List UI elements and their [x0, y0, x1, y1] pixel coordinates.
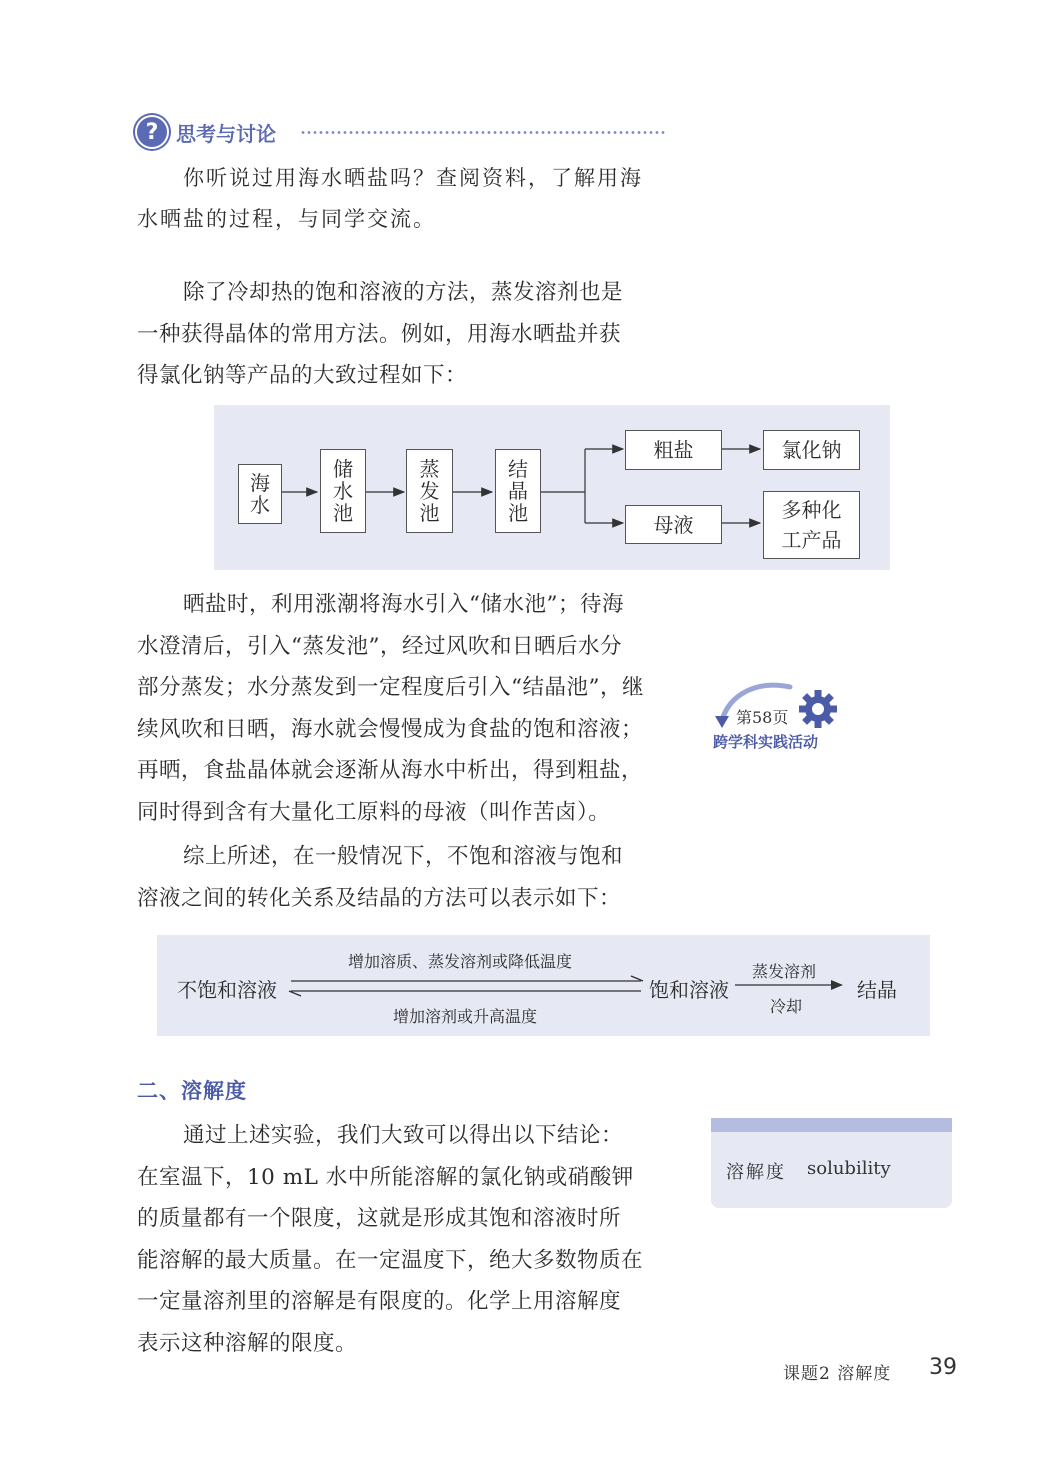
solution-transformation-diagram [157, 935, 930, 1036]
text-line: 同时得到含有大量化工原料的母液（叫作苦卤）。 [137, 799, 611, 825]
box-char: 池 [508, 501, 528, 525]
arrow-head-icon [715, 716, 729, 728]
text-line: 续风吹和日晒，海水就会慢慢成为食盐的饱和溶液； [137, 716, 644, 742]
box-char: 储 [333, 457, 353, 481]
paragraph-sun-drying [137, 584, 667, 833]
think-discuss-text [137, 158, 667, 240]
paragraph-evaporation-intro [137, 272, 667, 397]
text-line: 得氯化钠等产品的大致过程如下： [137, 363, 468, 388]
saturated-solution-label: 饱和溶液 [649, 978, 729, 1002]
think-discuss-title: 思考与讨论 [176, 121, 276, 146]
box-storage-pool [320, 449, 366, 533]
box-chemical-products [763, 491, 860, 559]
box-char: 晶 [508, 479, 528, 503]
text-line: 溶液之间的转化关系及结晶的方法可以表示如下： [137, 885, 622, 911]
box-char: 结 [508, 457, 528, 481]
text-line: 能溶解的最大质量。在一定温度下，绝大多数物质在 [137, 1247, 644, 1273]
think-discuss-header [137, 114, 276, 150]
text-line: 的质量都有一个限度，这就是形成其饱和溶液时所 [137, 1206, 622, 1231]
box-line: 工产品 [781, 528, 842, 552]
to-saturated-condition: 增加溶质、蒸发溶剂或降低温度 [348, 952, 573, 971]
box-char: 池 [333, 501, 353, 525]
box-evaporation-pool [406, 449, 453, 533]
box-sodium-chloride: 氯化钠 [763, 430, 860, 470]
box-crude-salt: 粗盐 [625, 430, 722, 470]
box-mother-liquor: 母液 [625, 505, 722, 544]
text-line: 除了冷却热的饱和溶液的方法，蒸发溶剂也是 [183, 280, 624, 305]
paragraph-solubility [137, 1115, 667, 1364]
box-char: 水 [250, 493, 270, 517]
sea-salt-flow-diagram [214, 405, 890, 570]
glossary-box [711, 1118, 952, 1208]
badge-label: 跨学科实践活动 [713, 733, 819, 751]
footer-lesson-title: 课题2 溶解度 [783, 1364, 892, 1384]
text-line: 通过上述实验，我们大致可以得出以下结论： [183, 1123, 624, 1148]
evaporate-solvent-label: 蒸发溶剂 [752, 962, 817, 981]
box-char: 海 [250, 471, 270, 495]
badge-page-ref: 第58页 [736, 708, 789, 727]
section-heading: 二、溶解度 [137, 1079, 247, 1103]
text-line: 一种获得晶体的常用方法。例如，用海水晒盐并获 [137, 321, 622, 347]
text-line: 再晒，食盐晶体就会逐渐从海水中析出，得到粗盐， [137, 758, 644, 783]
gear-icon [799, 690, 837, 728]
glossary-term-en: solubility [807, 1158, 891, 1179]
question-icon: ? [137, 117, 167, 147]
text-line: 综上所述，在一般情况下，不饱和溶液与饱和 [183, 844, 624, 869]
crystallization-label: 结晶 [857, 978, 897, 1002]
box-line: 多种化 [781, 498, 842, 522]
box-char: 水 [333, 479, 353, 503]
box-crystallization-pool [495, 449, 541, 533]
to-unsaturated-condition: 增加溶剂或升高温度 [393, 1007, 538, 1026]
dotted-divider [300, 131, 666, 134]
text-line: 水澄清后，引入“蒸发池”，经过风吹和日晒后水分 [137, 633, 622, 659]
text-line: 表示这种溶解的限度。 [137, 1330, 358, 1356]
text-line: 晒盐时，利用涨潮将海水引入“储水池”；待海 [183, 592, 624, 617]
box-char: 发 [419, 479, 440, 503]
cooling-label: 冷却 [770, 997, 803, 1016]
box-char: 池 [419, 501, 440, 525]
text-line: 你听说过用海水晒盐吗？查阅资料，了解用海 [183, 166, 643, 190]
box-char: 蒸 [419, 457, 440, 481]
text-line: 部分蒸发；水分蒸发到一定程度后引入“结晶池”，继 [137, 675, 644, 700]
page-number: 39 [929, 1355, 957, 1380]
paragraph-summary [137, 836, 667, 919]
text-line: 水晒盐的过程，与同学交流。 [137, 207, 436, 231]
unsaturated-solution-label: 不饱和溶液 [177, 978, 277, 1002]
glossary-term-cn: 溶解度 [726, 1162, 786, 1183]
text-line: 在室温下，10 mL 水中所能溶解的氯化钠或硝酸钾 [137, 1164, 634, 1190]
text-line: 一定量溶剂里的溶解是有限度的。化学上用溶解度 [137, 1289, 622, 1314]
box-seawater [238, 464, 282, 524]
glossary-top-bar [711, 1118, 952, 1132]
